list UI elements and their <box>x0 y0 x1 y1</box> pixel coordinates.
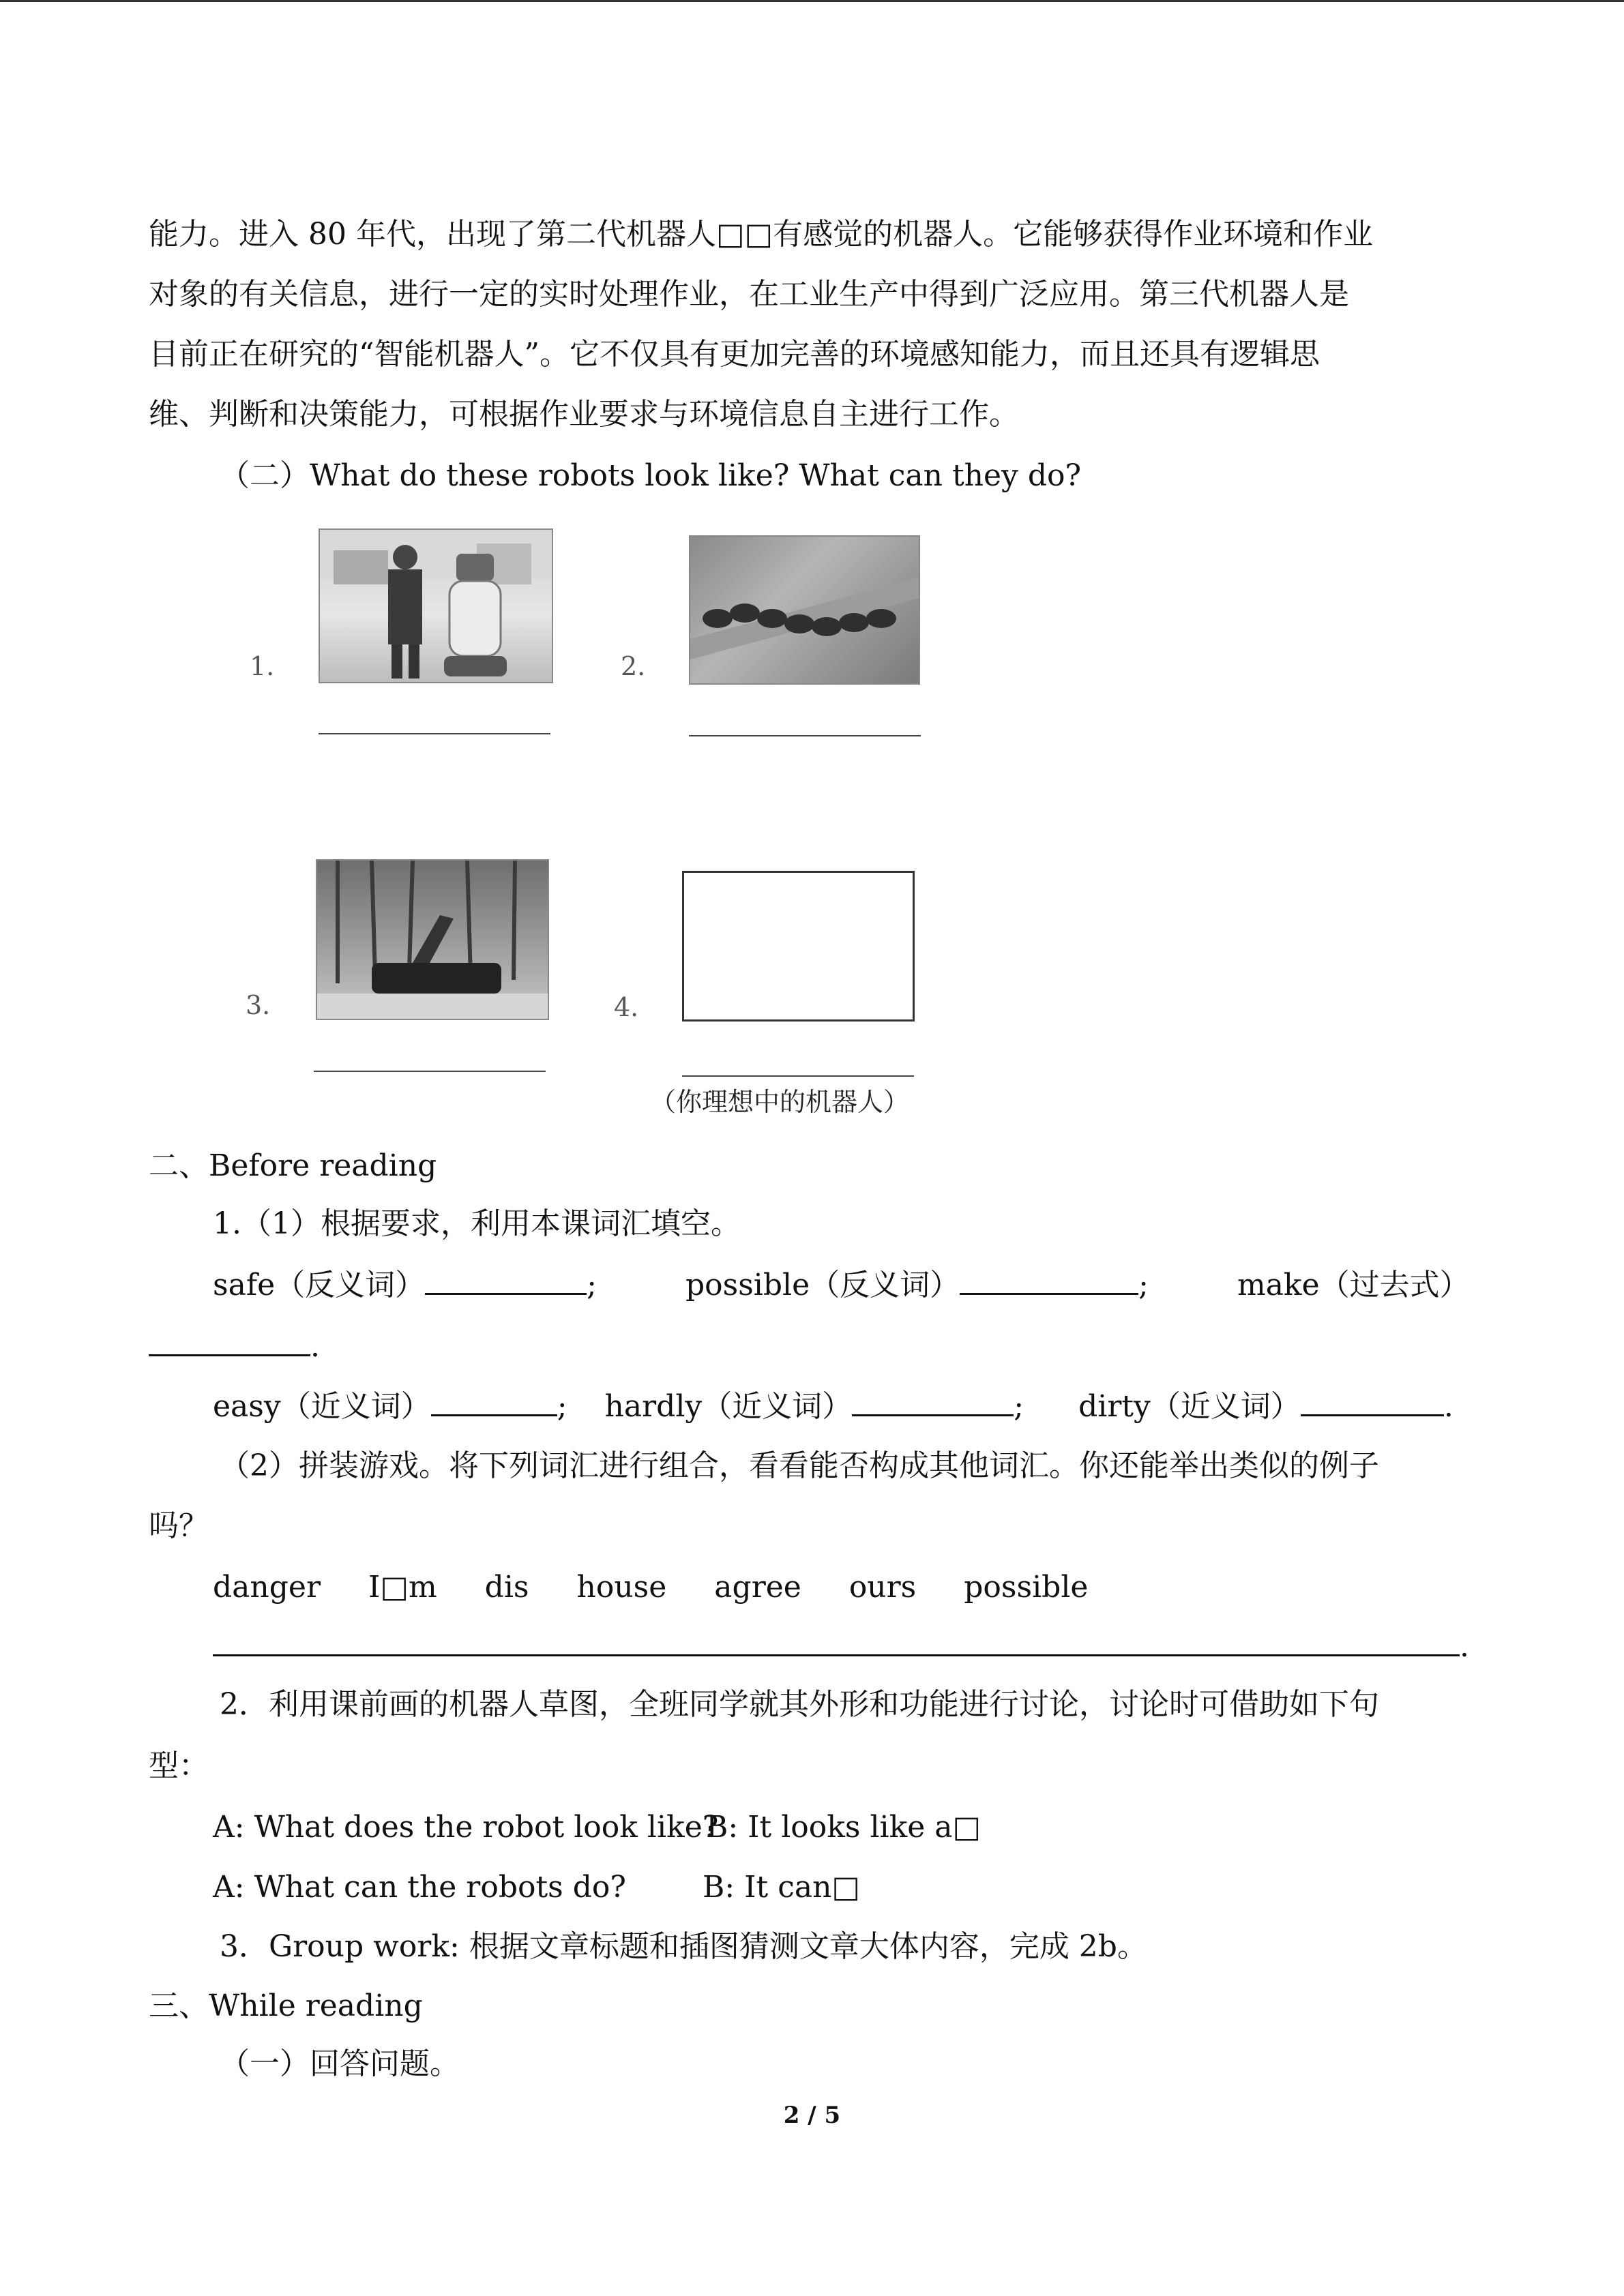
q3: 3．Group work: 根据文章标题和插图猜测文章大体内容，完成 2b。 <box>220 1929 1147 1964</box>
semicolon-2: ; <box>1138 1268 1149 1302</box>
word-answer-blank[interactable] <box>213 1627 1460 1656</box>
dialogue-a1: A: What does the robot look like? <box>213 1810 719 1845</box>
robot-photo-3-drawing <box>317 861 548 1019</box>
word-im: I□m <box>368 1570 437 1605</box>
semicolon-3: ; <box>557 1389 567 1424</box>
figure-number-1: 1. <box>250 651 275 681</box>
word-list <box>213 1567 1088 1608</box>
possible-label: possible（反义词） <box>685 1268 960 1302</box>
while-reading-heading: 三、While reading <box>149 1988 423 2023</box>
intro-line-2: 对象的有关信息，进行一定的实时处理作业，在工业生产中得到广泛应用。第三代机器人是 <box>149 277 1349 312</box>
word-possible: possible <box>964 1570 1089 1605</box>
semicolon-4: ; <box>1014 1389 1024 1424</box>
dirty-answer-blank[interactable] <box>1301 1387 1444 1416</box>
page-number: 2 / 5 <box>783 2102 841 2129</box>
q2-line2: 型： <box>149 1748 209 1783</box>
word-house: house <box>576 1570 667 1605</box>
safe-label: safe（反义词） <box>213 1268 426 1302</box>
robot-photo-1 <box>319 528 553 683</box>
section-two-title: （二）What do these robots look like? What can they do? <box>220 458 1082 493</box>
period-2: . <box>1443 1389 1453 1424</box>
robot-photo-2 <box>689 535 920 685</box>
intro-line-3: 目前正在研究的“智能机器人”。它不仅具有更加完善的环境感知能力，而且还具有逻辑思 <box>149 337 1320 372</box>
dirty-label: dirty（近义词） <box>1078 1389 1301 1424</box>
q1-part2-line1: （2）拼装游戏。将下列词汇进行组合，看看能否构成其他词汇。你还能举出类似的例子 <box>220 1448 1379 1483</box>
possible-answer-blank[interactable] <box>960 1266 1138 1295</box>
answer-line-1 <box>319 733 550 734</box>
synonym-row <box>213 1386 1453 1427</box>
before-reading-heading: 二、Before reading <box>149 1148 437 1183</box>
dialogue-b2: B: It can□ <box>703 1870 860 1905</box>
antonym-row <box>213 1265 1470 1306</box>
robot-photo-2-drawing <box>690 537 919 683</box>
figure-number-2: 2. <box>621 651 646 681</box>
semicolon-1: ; <box>587 1268 597 1302</box>
while-reading-sub: （一）回答问题。 <box>220 2046 460 2081</box>
dialogue-a2: A: What can the robots do? <box>213 1870 626 1905</box>
robot-figure <box>211 522 948 1122</box>
make-answer-blank[interactable] <box>149 1327 310 1356</box>
answer-line-2 <box>689 735 921 736</box>
q1-title: 1.（1）根据要求，利用本课词汇填空。 <box>213 1206 741 1241</box>
hardly-label: hardly（近义词） <box>604 1389 853 1424</box>
q2-line1: 2．利用课前画的机器人草图，全班同学就其外形和功能进行讨论，讨论时可借助如下句 <box>220 1687 1379 1722</box>
make-answer-row <box>149 1326 320 1367</box>
answer-line-3 <box>314 1071 546 1072</box>
word-danger: danger <box>213 1570 321 1605</box>
safe-answer-blank[interactable] <box>425 1266 587 1295</box>
robot-photo-3 <box>316 859 549 1020</box>
word-agree: agree <box>714 1570 801 1605</box>
figure-number-4: 4. <box>614 992 639 1022</box>
dialogue-b1: B: It looks like a□ <box>706 1810 981 1845</box>
intro-line-4: 维、判断和决策能力，可根据作业要求与环境信息自主进行工作。 <box>149 397 1019 432</box>
hardly-answer-blank[interactable] <box>852 1387 1014 1416</box>
ideal-robot-box <box>682 871 915 1022</box>
answer-line-4 <box>682 1075 914 1077</box>
intro-line-1: 能力。进入 80 年代，出现了第二代机器人□□有感觉的机器人。它能够获得作业环境和作业 <box>149 217 1374 252</box>
q1-part2-line2: 吗？ <box>149 1508 209 1543</box>
word-ours: ours <box>848 1570 917 1605</box>
figure-caption: （你理想中的机器人） <box>650 1087 910 1117</box>
figure-number-3: 3. <box>246 990 271 1020</box>
period-1: . <box>310 1329 320 1364</box>
period-3: . <box>1460 1629 1469 1664</box>
easy-answer-blank[interactable] <box>431 1387 557 1416</box>
word-answer-row <box>213 1626 1469 1667</box>
robot-photo-1-drawing <box>320 530 552 682</box>
word-dis: dis <box>484 1570 529 1605</box>
easy-label: easy（近义词） <box>213 1389 431 1424</box>
make-label: make（过去式） <box>1237 1268 1470 1302</box>
